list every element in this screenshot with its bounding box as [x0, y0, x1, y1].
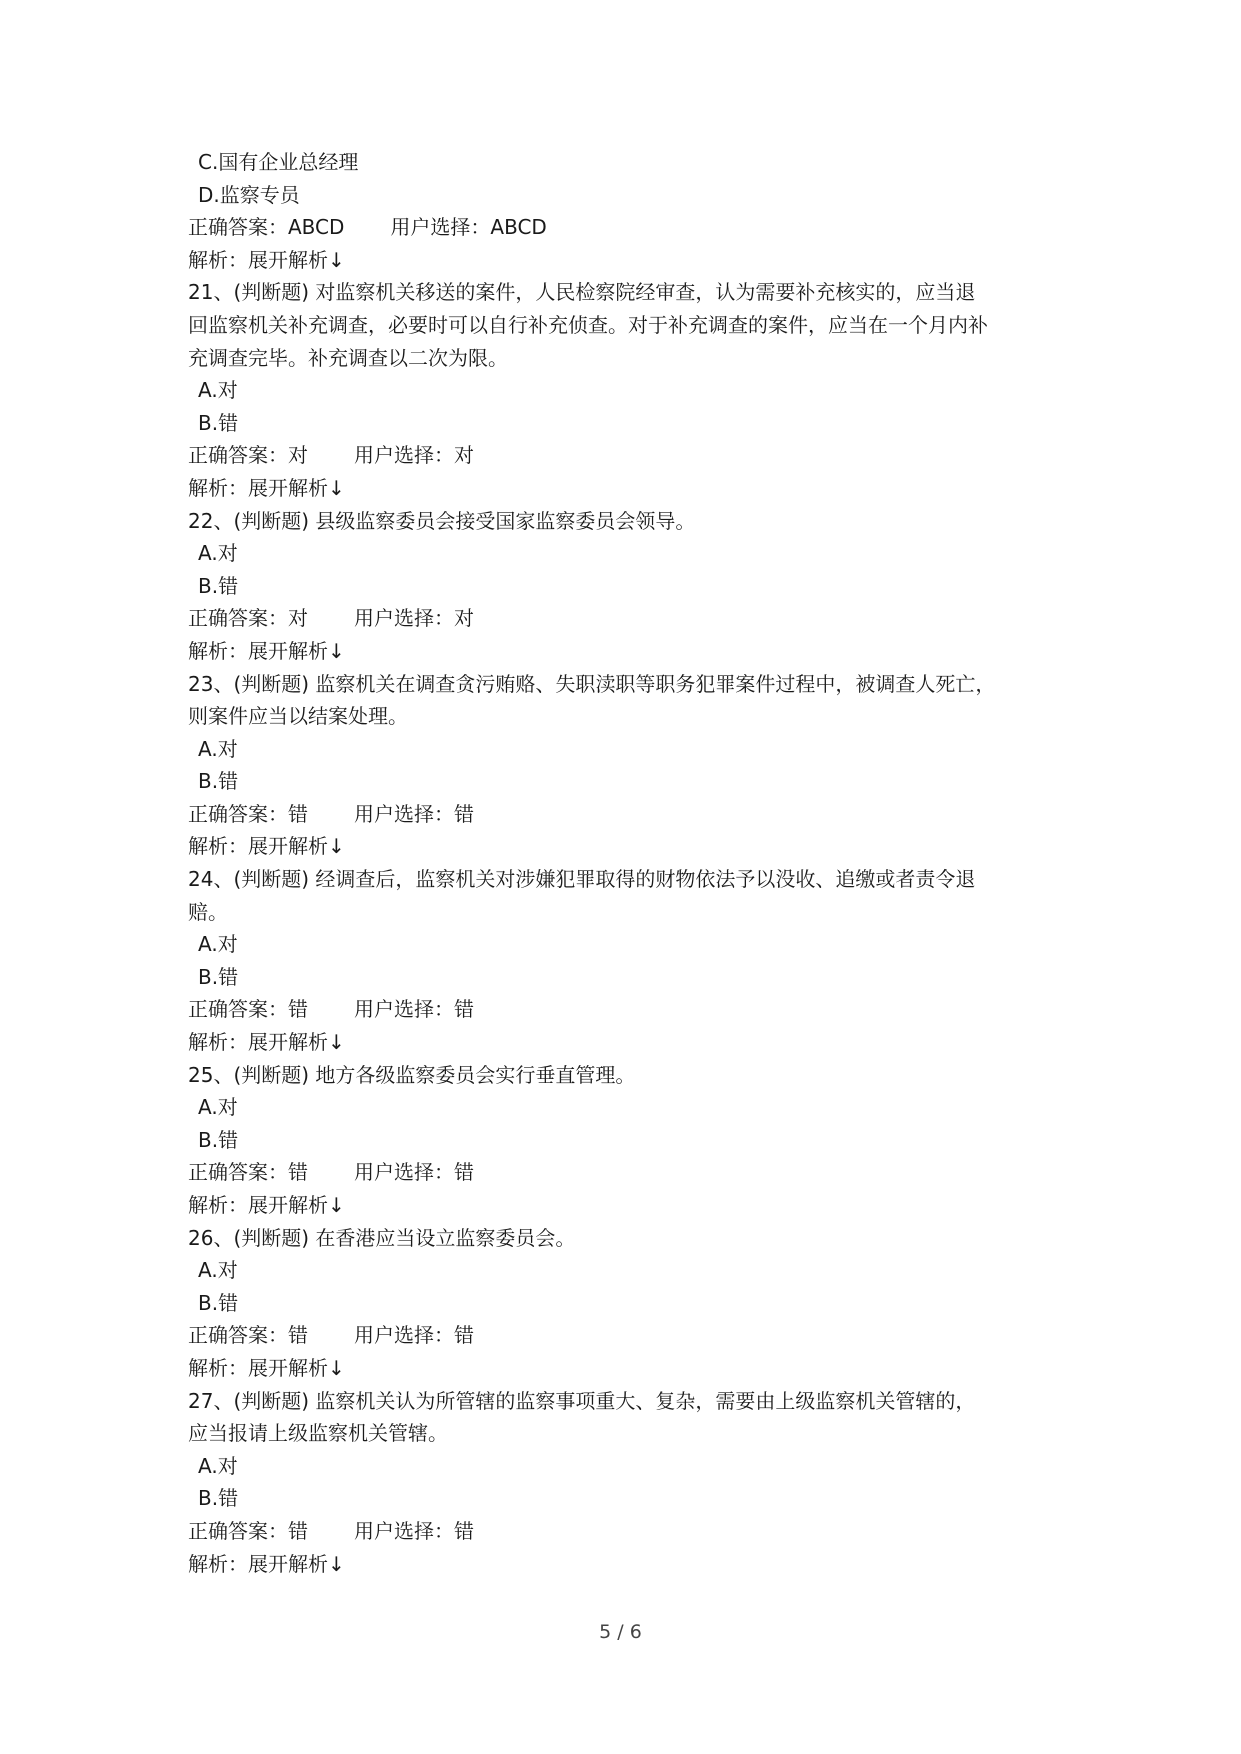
correct-answer: 正确答案：错: [188, 997, 308, 1022]
analysis-toggle[interactable]: 解析：展开解析↓: [188, 1193, 345, 1217]
question-text: 充调查完毕。补充调查以二次为限。: [188, 345, 508, 370]
question-text: 24、(判断题) 经调查后，监察机关对涉嫌犯罪取得的财物依法予以没收、追缴或者责令退: [188, 867, 976, 892]
answer-row: [188, 1515, 1068, 1548]
question-text: 应当报请上级监察机关管辖。: [188, 1421, 448, 1446]
answer-option: B.错: [198, 769, 239, 794]
answer-option: B.错: [198, 410, 239, 435]
user-choice: 用户选择：错: [354, 1323, 474, 1348]
user-choice: 用户选择：错: [354, 1518, 474, 1543]
answer-option: A.对: [198, 1258, 238, 1283]
correct-answer: 正确答案：错: [188, 1160, 308, 1185]
answer-gap: [308, 439, 354, 472]
analysis-toggle[interactable]: 解析：展开解析↓: [188, 638, 345, 663]
answer-gap: [308, 1319, 354, 1352]
question-text: 27、(判断题) 监察机关认为所管辖的监察事项重大、复杂，需要由上级监察机关管辖的，: [188, 1388, 976, 1413]
correct-answer: 正确答案：错: [188, 1518, 308, 1543]
analysis-toggle[interactable]: 解析：展开解析↓: [188, 475, 345, 500]
quiz-content: [188, 146, 1068, 1580]
answer-option: A.对: [198, 736, 238, 761]
question-text: 26、(判断题) 在香港应当设立监察委员会。: [188, 1225, 576, 1250]
analysis-toggle[interactable]: 解析：展开解析↓: [188, 247, 345, 272]
answer-option: B.错: [198, 1486, 239, 1511]
answer-row: [188, 993, 1068, 1026]
correct-answer: 正确答案：对: [188, 443, 308, 468]
answer-option: A.对: [198, 932, 238, 957]
question-text: 21、(判断题) 对监察机关移送的案件，人民检察院经审查，认为需要补充核实的，应当退: [188, 280, 976, 305]
answer-option: A.对: [198, 378, 238, 403]
user-choice: 用户选择：错: [354, 997, 474, 1022]
answer-gap: [308, 1156, 354, 1189]
question-text: 回监察机关补充调查，必要时可以自行补充侦查。对于补充调查的案件，应当在一个月内补: [188, 312, 988, 337]
answer-row: [188, 1156, 1068, 1189]
answer-option: B.错: [198, 1290, 239, 1315]
page-number: 5 / 6: [599, 1621, 642, 1643]
answer-option: C.国有企业总经理: [198, 150, 359, 174]
answer-option: B.错: [198, 964, 239, 989]
answer-option: A.对: [198, 541, 238, 566]
answer-row: [188, 1319, 1068, 1352]
answer-option: B.错: [198, 1127, 239, 1152]
question-text: 则案件应当以结案处理。: [188, 704, 408, 729]
answer-gap: [308, 993, 354, 1026]
analysis-toggle[interactable]: 解析：展开解析↓: [188, 1355, 345, 1380]
question-text: 23、(判断题) 监察机关在调查贪污贿赂、失职渎职等职务犯罪案件过程中，被调查人死亡，: [188, 671, 996, 696]
answer-gap: [308, 798, 354, 831]
answer-row: [188, 602, 1068, 635]
user-choice: 用户选择：错: [354, 801, 474, 826]
answer-row: [188, 798, 1068, 831]
answer-row: [188, 211, 1068, 244]
answer-row: [188, 439, 1068, 472]
correct-answer: 正确答案：对: [188, 606, 308, 631]
user-choice: 用户选择：对: [354, 443, 474, 468]
correct-answer: 正确答案：错: [188, 1323, 308, 1348]
user-choice: 用户选择：对: [354, 606, 474, 631]
question-text: 赔。: [188, 899, 228, 924]
question-text: 25、(判断题) 地方各级监察委员会实行垂直管理。: [188, 1062, 636, 1087]
answer-gap: [308, 602, 354, 635]
analysis-toggle[interactable]: 解析：展开解析↓: [188, 834, 345, 859]
analysis-toggle[interactable]: 解析：展开解析↓: [188, 1030, 345, 1055]
correct-answer: 正确答案：错: [188, 801, 308, 826]
answer-option: D.监察专员: [198, 182, 300, 207]
user-choice: 用户选择：ABCD: [390, 215, 547, 240]
correct-answer: 正确答案：ABCD: [188, 215, 345, 240]
answer-option: A.对: [198, 1095, 238, 1120]
answer-gap: [308, 1515, 354, 1548]
answer-gap: [344, 211, 390, 244]
answer-option: B.错: [198, 573, 239, 598]
question-text: 22、(判断题) 县级监察委员会接受国家监察委员会领导。: [188, 508, 696, 533]
answer-option: A.对: [198, 1453, 238, 1478]
user-choice: 用户选择：错: [354, 1160, 474, 1185]
analysis-toggle[interactable]: 解析：展开解析↓: [188, 1551, 345, 1576]
